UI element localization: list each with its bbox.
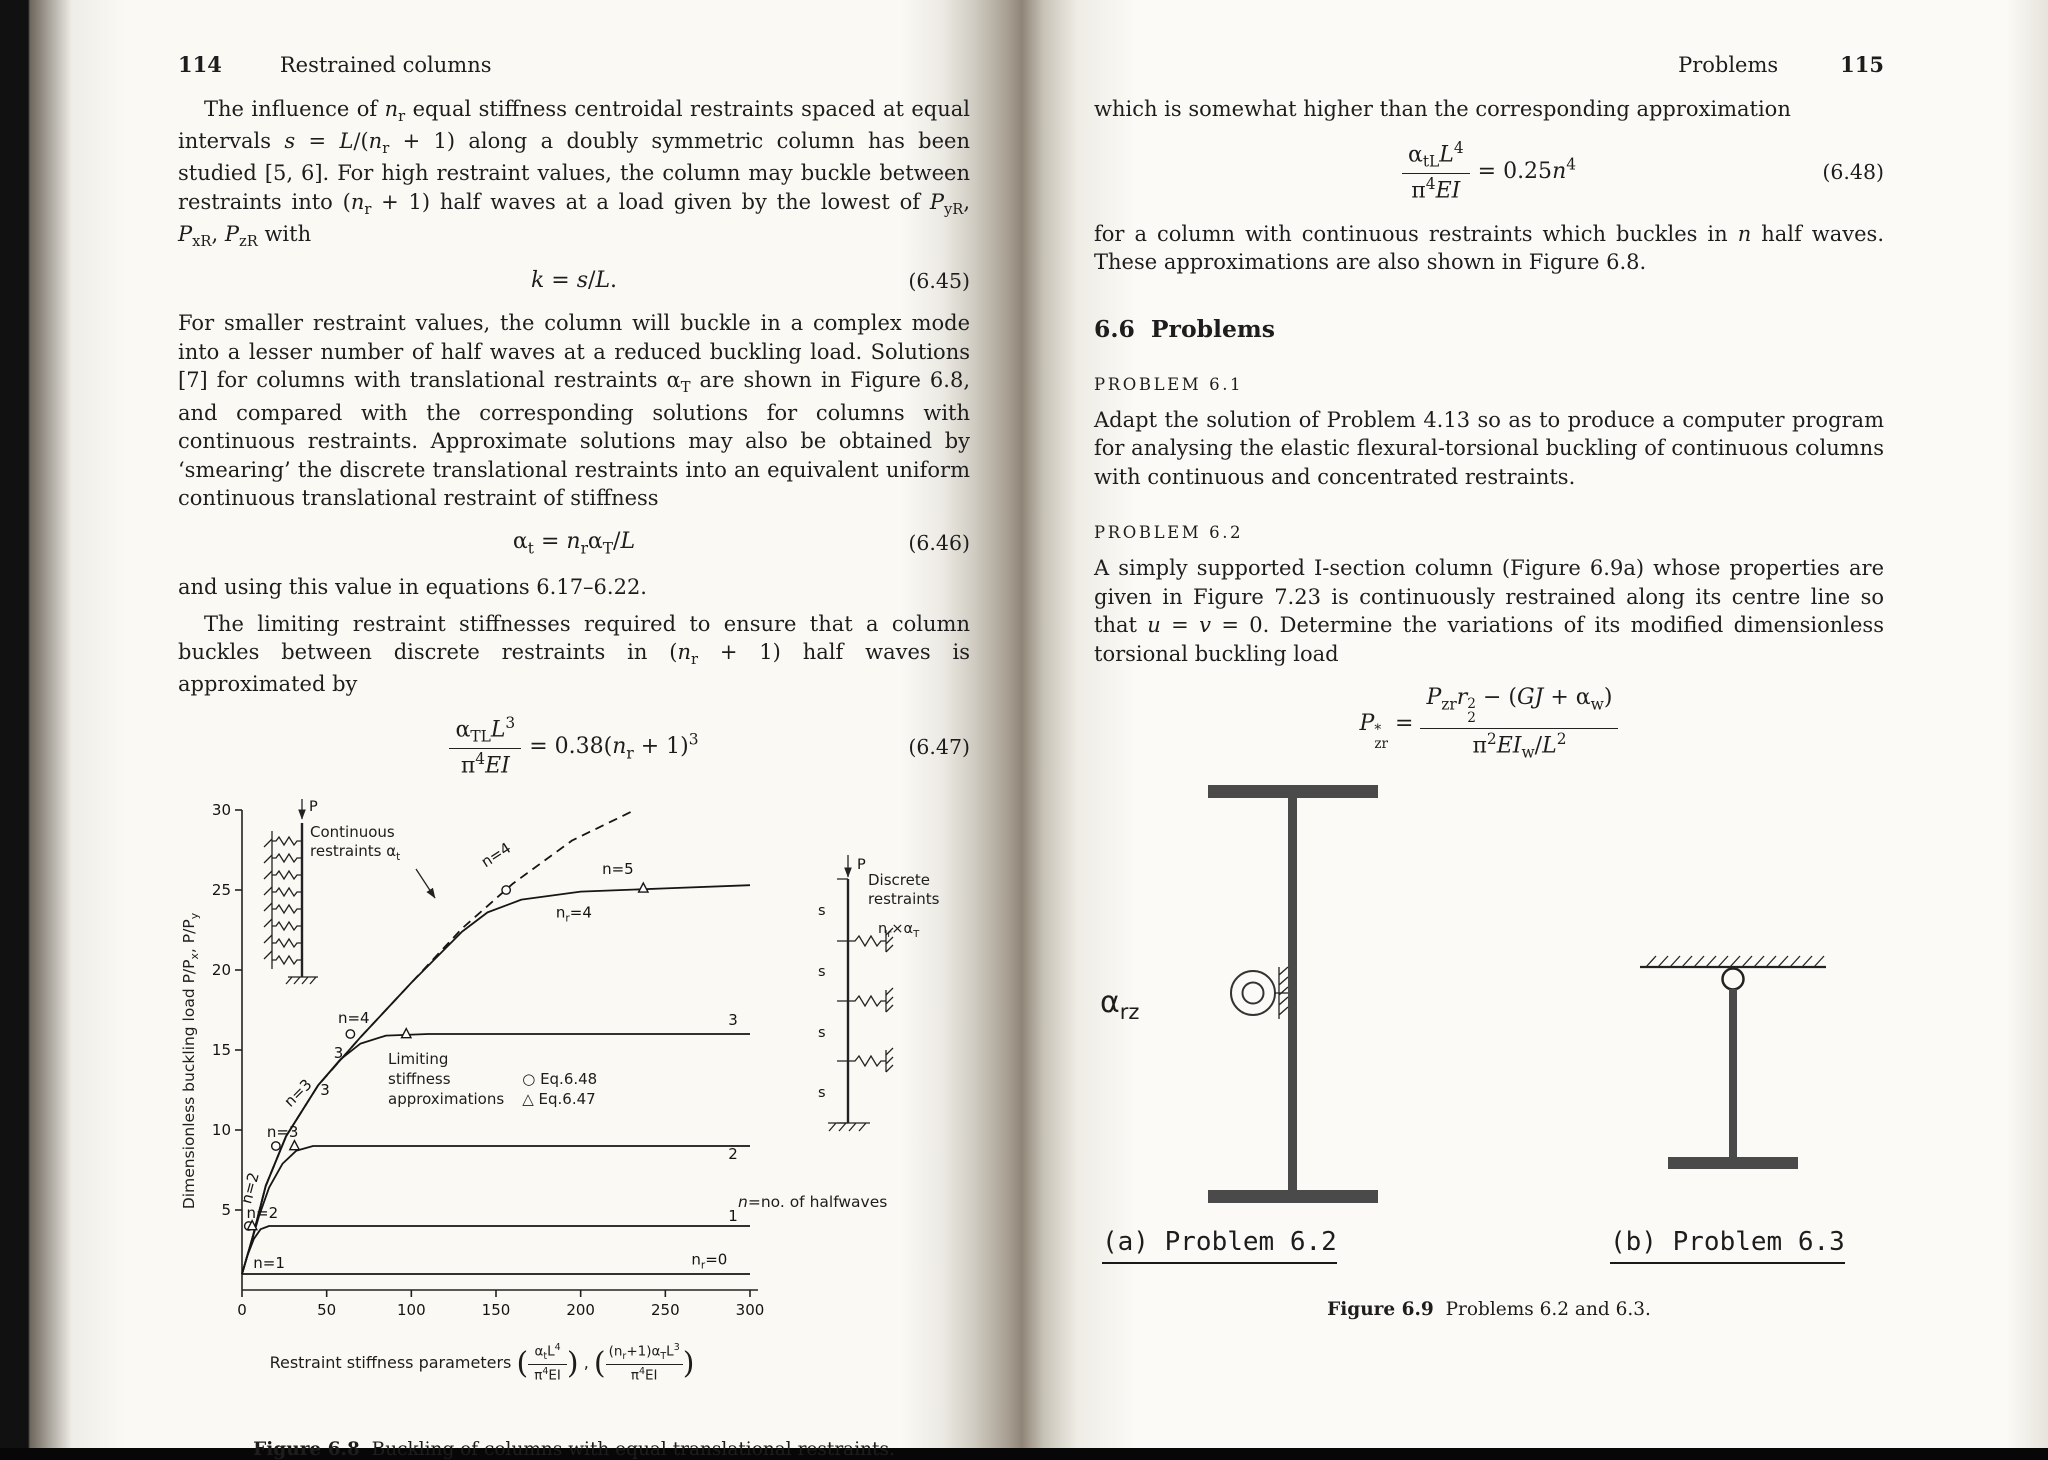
page-number-right: 115 xyxy=(1840,52,1884,77)
problem-6-1-label: PROBLEM 6.1 xyxy=(1094,374,1244,394)
alpha-rz-label: $\alpha_{rz}$ xyxy=(1100,984,1140,1024)
continuous-label-line1: Continuous xyxy=(310,822,395,841)
y-axis-title: Dimensionless buckling load $P/P_x$, $P/P_y$ xyxy=(180,912,202,1210)
x-tick-label: 150 xyxy=(481,1300,511,1319)
figure-6-8-caption-text: Buckling of columns with equal translational restraints. xyxy=(371,1438,895,1460)
fraction: $\frac{\alpha_{tL}L^4}{\pi^4EI}$ xyxy=(1402,140,1470,204)
equation-6-48-tag: (6.48) xyxy=(1822,159,1884,184)
running-head-right xyxy=(1094,52,1884,77)
x-tick-label: 0 xyxy=(237,1300,247,1319)
x-tick-label: 50 xyxy=(317,1300,337,1319)
paragraph-limiting-stiffness: The limiting restraint stiffnesses required to ensure that a column buckles between discrete restraints in $(n_r + 1)$ half waves is approximated by xyxy=(178,611,970,697)
equation-6-48-body: $\frac{\alpha_{tL}L^4}{\pi^4EI}$ = $0.25n^4$ xyxy=(1402,159,1576,184)
fraction xyxy=(449,715,521,779)
i-section-column-drawing xyxy=(1208,785,1378,1203)
page-right xyxy=(1094,52,1884,1320)
figure-6-9-caption-text: Problems 6.2 and 6.3. xyxy=(1445,1298,1651,1320)
halfwaves-note: n=no. of halfwaves xyxy=(738,1192,888,1211)
pinned-support-icon xyxy=(1640,956,1826,990)
chart-annotation: $n_r=0$ xyxy=(691,1250,728,1272)
x-axis-title: Restraint stiffness parameters ( $\frac{\alpha_tL^4}{\pi^4EI}$ ) , ( $\frac{(n_r+1)\alpha_TL^3}{\pi^4EI}$ ) xyxy=(269,1341,695,1384)
running-head-left xyxy=(178,52,970,77)
figure-6-8-caption xyxy=(178,1439,970,1460)
equation-6-47-body xyxy=(449,713,699,779)
spacing-label: s xyxy=(818,963,826,980)
paragraph-somewhat-higher: which is somewhat higher than the corresponding approximation xyxy=(1094,97,1791,121)
chart-annotation: n=2 xyxy=(237,1169,264,1206)
equation-6-46-tag: (6.46) xyxy=(908,530,970,555)
problem-6-2-text: A simply supported I-section column (Figure 6.9a) whose properties are given in Figure 7.23 is continuously restrained along its centre line so that u = v = 0. Determine the variations of its modified dimensionless torsional buckling load xyxy=(1094,556,1884,666)
problem-6-2-label: PROBLEM 6.2 xyxy=(1094,523,1244,543)
equation-6-45 xyxy=(178,268,970,293)
eq648-circle-marker-icon xyxy=(272,1142,280,1150)
problem-6-2-diagram xyxy=(1158,785,1408,1205)
y-tick-label: 10 xyxy=(211,1120,231,1139)
continuous-restraints-inset-drawing xyxy=(264,799,318,984)
eq647-triangle-marker-icon xyxy=(402,1029,411,1038)
buckling-chart xyxy=(192,795,772,1335)
load-label: P xyxy=(309,798,318,815)
page-number-left: 114 xyxy=(178,52,222,77)
eq647-triangle-marker-icon xyxy=(290,1141,299,1150)
spacing-label: s xyxy=(818,902,826,919)
chart-annotation: 3 xyxy=(320,1080,330,1099)
fraction-numerator: $\alpha_{TL}L^3$ xyxy=(449,715,521,749)
eq648-circle-marker-icon xyxy=(346,1030,354,1038)
chart-annotation: n=3 xyxy=(280,1075,316,1111)
load-label: P xyxy=(857,856,866,873)
paragraph-using-value: and using this value in equations 6.17–6.22. xyxy=(178,575,647,600)
y-tick-label: 5 xyxy=(221,1200,231,1219)
page-left xyxy=(178,52,970,1460)
equation-6-47-tag: (6.47) xyxy=(908,734,970,759)
y-tick-label: 20 xyxy=(211,960,231,979)
chart-series xyxy=(242,1034,750,1274)
equation-6-47 xyxy=(178,715,970,779)
chart-annotation: n=2 xyxy=(246,1204,279,1223)
x-tick-label: 250 xyxy=(651,1300,680,1319)
x-title-fraction-1: $\frac{\alpha_tL^4}{\pi^4EI}$ xyxy=(528,1343,567,1384)
spacing-label: s xyxy=(818,1024,826,1041)
running-head-title-left: Restrained columns xyxy=(279,53,492,77)
figure-6-8 xyxy=(178,795,970,1427)
chart-series xyxy=(242,885,750,1274)
equation-rhs: = $0.38(n_r + 1)^3$ xyxy=(529,730,699,763)
legend-text: Limiting stiffness approximations xyxy=(388,1049,505,1109)
figure-6-9 xyxy=(1094,779,1884,1287)
triangle-marker-icon: △ xyxy=(522,1090,534,1109)
section-number: 6.6 xyxy=(1094,314,1135,343)
chart-annotation: n=5 xyxy=(602,860,634,879)
chart-annotation: n=1 xyxy=(253,1253,285,1272)
circle-marker-icon: ○ xyxy=(522,1070,536,1089)
chart-annotation: n=3 xyxy=(266,1122,299,1141)
paragraph-influence: The influence of $n_r$ equal stiffness centroidal restraints spaced at equal intervals $s = L/(n_r + 1)$ along a doubly symmetric column has been studied [5, 6]. For high restraint values, the column may buckle between restraints into $(n_r + 1)$ half waves at a load given by the lowest of $P_{yR}$, $P_{xR}$, $P_{zR}$ with xyxy=(178,97,971,251)
section-title: Problems xyxy=(1150,314,1276,343)
equation-6-46-body: $\alpha_t = n_r\alpha_T/L$ xyxy=(512,528,636,558)
x-tick-label: 300 xyxy=(735,1300,765,1319)
discrete-restraints-label: Discrete restraints xyxy=(868,870,940,909)
equation-6-48 xyxy=(1094,140,1884,204)
y-tick-label: 30 xyxy=(211,800,231,819)
equation-pzr-lhs: P * zr = xyxy=(1359,710,1414,753)
problem-6-1-text: Adapt the solution of Problem 4.13 so as to produce a computer program for analysing the elastic flexural-torsional buckling of continuous columns with continuous and concentrated restraints. xyxy=(1094,407,1884,489)
discrete-stiffness-label: $n_r\times\alpha_T$ xyxy=(878,920,920,940)
equation-pzr xyxy=(1094,685,1884,763)
figure-6-9-caption-number: Figure 6.9 xyxy=(1327,1298,1434,1320)
x-title-fraction-2: $\frac{(n_r+1)\alpha_TL^3}{\pi^4EI}$ xyxy=(606,1343,683,1384)
chart-annotation: 2 xyxy=(728,1144,738,1163)
fraction-denominator: $\pi^4EI$ xyxy=(460,750,510,779)
figure-6-9a-caption: (a) Problem 6.2 xyxy=(1102,1227,1337,1264)
figure-6-9-caption xyxy=(1094,1299,1884,1320)
chart-annotation: n=4 xyxy=(337,1008,370,1027)
chart-annotation: n=4 xyxy=(477,838,515,871)
paragraph-continuous-column: for a column with continuous restraints which buckles in n half waves. These approximations are also shown in Figure 6.8. xyxy=(1094,221,1885,275)
y-tick-label: 15 xyxy=(211,1040,231,1059)
tee-section-column-drawing xyxy=(1668,989,1798,1169)
equation-6-46 xyxy=(178,529,970,557)
legend-eq648: Eq.6.48 xyxy=(540,1070,598,1089)
chart-series xyxy=(242,1226,750,1274)
legend-eq647: Eq.6.47 xyxy=(538,1090,596,1109)
x-tick-label: 100 xyxy=(397,1300,426,1319)
paragraph-smaller-restraints: For smaller restraint values, the column will buckle in a complex mode into a lesser number of half waves at a reduced buckling load. Solutions [7] for columns with translational restraints $\alpha_T$ are shown in Figure 6.8, and compared with the corresponding solutions for columns with continuous restraints. Approximate solutions may also be obtained by ‘smearing’ the discrete translational restraints into an equivalent uniform continuous translational restraint of stiffness xyxy=(178,311,970,511)
figure-6-9b-caption: (b) Problem 6.3 xyxy=(1610,1227,1845,1264)
chart-annotation: 3 xyxy=(728,1010,738,1029)
rotational-restraint-icon xyxy=(1231,967,1288,1019)
eq648-circle-marker-icon xyxy=(502,886,510,894)
equation-6-45-tag: (6.45) xyxy=(908,268,970,293)
x-axis-title-text: Restraint stiffness parameters xyxy=(269,1352,512,1372)
figure-6-8-caption-number: Figure 6.8 xyxy=(253,1438,360,1460)
chart-annotation: 1 xyxy=(728,1207,738,1226)
running-head-title-right: Problems xyxy=(1678,53,1779,77)
x-tick-label: 200 xyxy=(566,1300,595,1319)
continuous-label-arrow-icon xyxy=(416,869,435,898)
chart-annotation: 3 xyxy=(333,1044,344,1063)
chart-annotation: $n_r=4$ xyxy=(555,903,592,925)
equation-6-45-body: k = s/L. xyxy=(530,268,618,294)
continuous-label-line2: restraints $\alpha_t$ xyxy=(310,842,401,864)
fraction: $P_{zr}r$ 2 2 − $(GJ + \alpha_w)$ $\pi^2EI_w/L^2$ xyxy=(1420,685,1618,763)
eq647-triangle-marker-icon xyxy=(639,883,648,892)
y-tick-label: 25 xyxy=(211,880,231,899)
chart-series xyxy=(242,1146,750,1274)
equation-pzr-body xyxy=(1359,684,1619,762)
spacing-label: s xyxy=(818,1084,826,1101)
problem-6-3-diagram xyxy=(1622,951,1852,1201)
section-heading-6-6 xyxy=(1094,315,1884,343)
